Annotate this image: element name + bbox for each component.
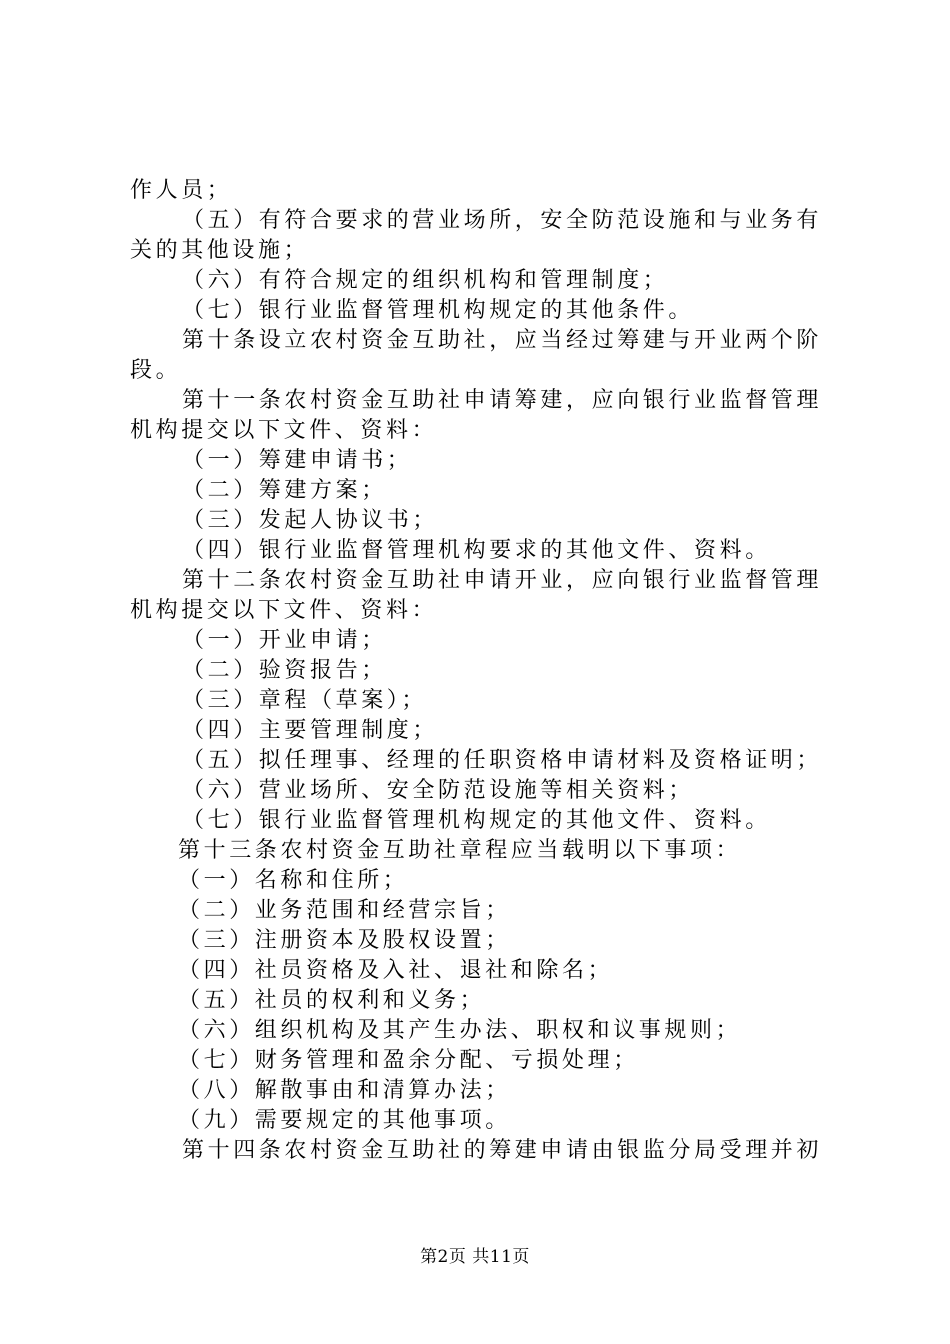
article-13-line-1: 第十三条农村资金互助社章程应当载明以下事项：	[178, 838, 742, 863]
text-line-5: （七）银行业监督管理机构规定的其他条件。	[182, 298, 695, 323]
list-item: （五）社员的权利和义务；	[178, 988, 486, 1013]
list-item: （七）银行业监督管理机构规定的其他文件、资料。	[182, 808, 771, 833]
list-item: （五）拟任理事、经理的任职资格申请材料及资格证明；	[182, 748, 823, 773]
list-item: （三）章程（草案）；	[182, 688, 428, 713]
list-item: （七）财务管理和盈余分配、亏损处理；	[178, 1048, 639, 1073]
list-item: （八）解散事由和清算办法；	[178, 1078, 511, 1103]
document-body	[130, 176, 830, 1166]
list-item: （一）名称和住所；	[178, 868, 409, 893]
list-item: （一）开业申请；	[182, 628, 387, 653]
list-item: （九）需要规定的其他事项。	[178, 1108, 511, 1133]
list-item: （一）筹建申请书；	[182, 448, 413, 473]
list-item: （二）业务范围和经营宗旨；	[178, 898, 511, 923]
list-item: （三）发起人协议书；	[182, 508, 439, 533]
article-12-line-1: 第十二条农村资金互助社申请开业，应向银行业监督管理	[182, 568, 823, 593]
article-11-line-1: 第十一条农村资金互助社申请筹建，应向银行业监督管理	[182, 388, 823, 413]
text-line-2: （五）有符合要求的营业场所，安全防范设施和与业务有	[182, 208, 823, 233]
article-14-line-1: 第十四条农村资金互助社的筹建申请由银监分局受理并初	[182, 1138, 823, 1163]
text-line-1: 作人员；	[130, 178, 233, 203]
list-item: （四）银行业监督管理机构要求的其他文件、资料。	[182, 538, 771, 563]
article-10-line-1: 第十条设立农村资金互助社，应当经过筹建与开业两个阶	[182, 328, 823, 353]
article-12-line-2: 机构提交以下文件、资料：	[130, 598, 438, 623]
list-item: （六）组织机构及其产生办法、职权和议事规则；	[178, 1018, 742, 1043]
text-line-4: （六）有符合规定的组织机构和管理制度；	[182, 268, 669, 293]
list-item: （二）筹建方案；	[182, 478, 387, 503]
text-line-3: 关的其他设施；	[130, 238, 310, 263]
list-item: （四）主要管理制度；	[182, 718, 439, 743]
list-item: （三）注册资本及股权设置；	[178, 928, 511, 953]
list-item: （六）营业场所、安全防范设施等相关资料；	[182, 778, 695, 803]
page-number-footer: 第2页 共11页	[420, 1247, 530, 1267]
list-item: （四）社员资格及入社、退社和除名；	[178, 958, 614, 983]
article-11-line-2: 机构提交以下文件、资料：	[130, 418, 438, 443]
list-item: （二）验资报告；	[182, 658, 387, 683]
article-10-line-2: 段。	[130, 358, 182, 383]
